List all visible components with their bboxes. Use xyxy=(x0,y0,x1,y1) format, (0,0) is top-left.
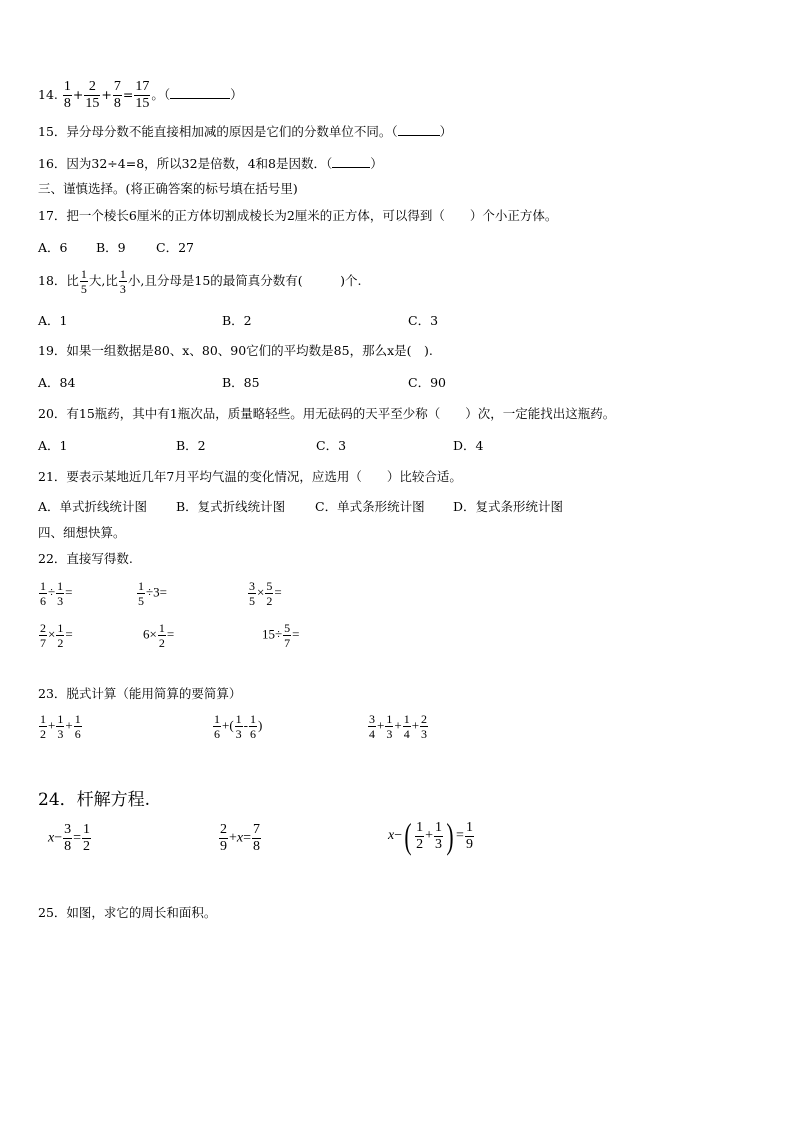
q16-answer-blank[interactable] xyxy=(332,167,370,168)
q18-option-a[interactable]: A．1 xyxy=(38,313,68,328)
q18-fraction-2: $\frac{1}{3}$ xyxy=(119,267,126,296)
q20-option-a[interactable]: A．1 xyxy=(38,438,68,453)
q20-option-b[interactable]: B．2 xyxy=(176,438,206,453)
question-14: 14. $\frac{1}{8}$ + $\frac{2}{15}$ + $\frac{7}{8}$ = $\frac{17}{15}$ 。（ ） xyxy=(38,79,243,111)
q21-option-c[interactable]: C．单式条形统计图 xyxy=(315,499,425,514)
q22-item-2: $\frac{1}{5}$ ÷3= xyxy=(138,579,167,608)
q22-item-5: 6× $\frac{1}{2}$ = xyxy=(143,621,175,650)
q24-equation-2: $\frac{2}{9}$ +x= $\frac{7}{8}$ xyxy=(220,822,261,854)
q22-item-1: $\frac{1}{6}$ ÷ $\frac{1}{3}$ = xyxy=(40,579,73,608)
question-20: 20．有15瓶药，其中有1瓶次品，质量略轻些。用无砝码的天平至少称（ ）次，一定能找出这瓶药。 xyxy=(38,406,616,421)
q24-equation-3: x−( $\frac{1}{2}$ + $\frac{1}{3}$ ) = $\frac{1}{9}$ xyxy=(388,816,473,856)
q17-option-c[interactable]: C．27 xyxy=(156,240,194,255)
q19-option-c[interactable]: C．90 xyxy=(408,375,446,390)
q20-option-d[interactable]: D．4 xyxy=(453,438,484,453)
q22-item-4: $\frac{2}{7}$ × $\frac{1}{2}$ = xyxy=(40,621,73,650)
q19-option-a[interactable]: A．84 xyxy=(38,375,76,390)
question-22-title: 22．直接写得数. xyxy=(38,551,133,566)
q19-option-b[interactable]: B．85 xyxy=(222,375,260,390)
q14-fraction-1: $\frac{1}{8}$ xyxy=(63,79,71,111)
question-25: 25．如图，求它的周长和面积。 xyxy=(38,905,217,920)
section-4-heading: 四、细想快算。 xyxy=(38,525,126,540)
question-16: 16．因为32÷4=8，所以32是倍数，4和8是因数．（ ） xyxy=(38,156,383,171)
q14-fraction-4: $\frac{17}{15}$ xyxy=(135,79,150,111)
question-18: 18．比 $\frac{1}{5}$ 大,比 $\frac{1}{3}$ 小,且分母是15的最简真分数有( )个. xyxy=(38,267,362,296)
q17-option-b[interactable]: B．9 xyxy=(96,240,126,255)
q21-option-d[interactable]: D．复式条形统计图 xyxy=(453,499,564,514)
q18-fraction-1: $\frac{1}{5}$ xyxy=(80,267,87,296)
q24-equation-1: x− $\frac{3}{8}$ = $\frac{1}{2}$ xyxy=(48,822,91,854)
q22-item-3: $\frac{3}{5}$ × $\frac{5}{2}$ = xyxy=(249,579,282,608)
q18-option-b[interactable]: B．2 xyxy=(222,313,252,328)
question-24-title: 24．杆解方程. xyxy=(38,790,151,810)
q23-expression-3: $\frac{3}{4}$ + $\frac{1}{3}$ + $\frac{1}{4}$ + $\frac{2}{3}$ xyxy=(369,712,428,741)
section-3-heading: 三、谨慎选择。(将正确答案的标号填在括号里) xyxy=(38,181,298,196)
q14-answer-blank[interactable] xyxy=(170,98,230,99)
q17-option-a[interactable]: A．6 xyxy=(38,240,68,255)
question-21: 21．要表示某地近几年7月平均气温的变化情况，应选用（ ）比较合适。 xyxy=(38,469,462,484)
question-23-title: 23．脱式计算（能用简算的要简算） xyxy=(38,686,242,701)
q14-number: 14. xyxy=(38,87,58,102)
q21-option-b[interactable]: B．复式折线统计图 xyxy=(176,499,286,514)
question-19: 19．如果一组数据是80、x、80、90它们的平均数是85，那么x是( ). xyxy=(38,343,433,358)
q20-option-c[interactable]: C．3 xyxy=(316,438,347,453)
q23-expression-1: $\frac{1}{2}$ + $\frac{1}{3}$ + $\frac{1}{6}$ xyxy=(40,712,81,741)
q18-option-c[interactable]: C．3 xyxy=(408,313,439,328)
q22-item-6: 15÷ $\frac{5}{7}$ = xyxy=(262,621,300,650)
q21-option-a[interactable]: A．单式折线统计图 xyxy=(38,499,148,514)
q23-expression-2: $\frac{1}{6}$ +( $\frac{1}{3}$ - $\frac{1}{6}$ ) xyxy=(214,712,263,741)
question-15: 15．异分母分数不能直接相加减的原因是它们的分数单位不同。（ ） xyxy=(38,124,453,139)
question-17: 17．把一个棱长6厘米的正方体切割成棱长为2厘米的正方体，可以得到（ ）个小正方体。 xyxy=(38,208,558,223)
q14-fraction-2: $\frac{2}{15}$ xyxy=(85,79,100,111)
q15-answer-blank[interactable] xyxy=(398,135,440,136)
q14-fraction-3: $\frac{7}{8}$ xyxy=(113,79,121,111)
